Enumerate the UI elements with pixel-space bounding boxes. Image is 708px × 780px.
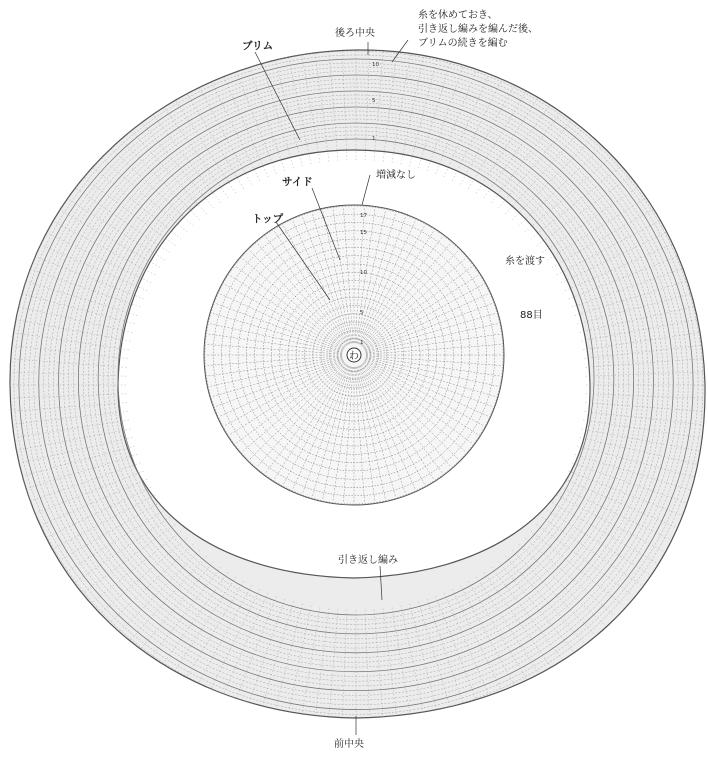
start-ring-label: わ <box>349 351 359 362</box>
stitch-count-label: 88目 <box>520 310 543 321</box>
front-center-label: 前中央 <box>334 739 364 750</box>
note-line-1: 糸を休めておき、 <box>418 10 498 21</box>
top-row-10: 10 <box>360 270 367 276</box>
top-row-1: 1 <box>360 340 364 346</box>
top-label: トップ <box>252 213 284 225</box>
top-row-5: 5 <box>360 310 364 316</box>
note-line-3: ブリムの続きを編む <box>418 38 508 49</box>
top-row-17: 17 <box>360 213 367 219</box>
side-label: サイド <box>282 176 313 188</box>
yarn-pass-label: 糸を渡す <box>505 256 545 267</box>
turn-back-label: 引き返し編み <box>338 555 398 566</box>
note-line-2: 引き返し編みを編んだ後、 <box>418 24 538 35</box>
no-change-label: 増減なし <box>376 170 416 181</box>
brim-row-10: 10 <box>372 62 379 68</box>
back-center-label: 後ろ中央 <box>335 28 375 39</box>
brim-row-5: 5 <box>372 98 376 104</box>
top-row-15: 15 <box>360 230 367 236</box>
brim-label: ブリム <box>242 40 274 52</box>
brim-row-1: 1 <box>372 136 376 142</box>
